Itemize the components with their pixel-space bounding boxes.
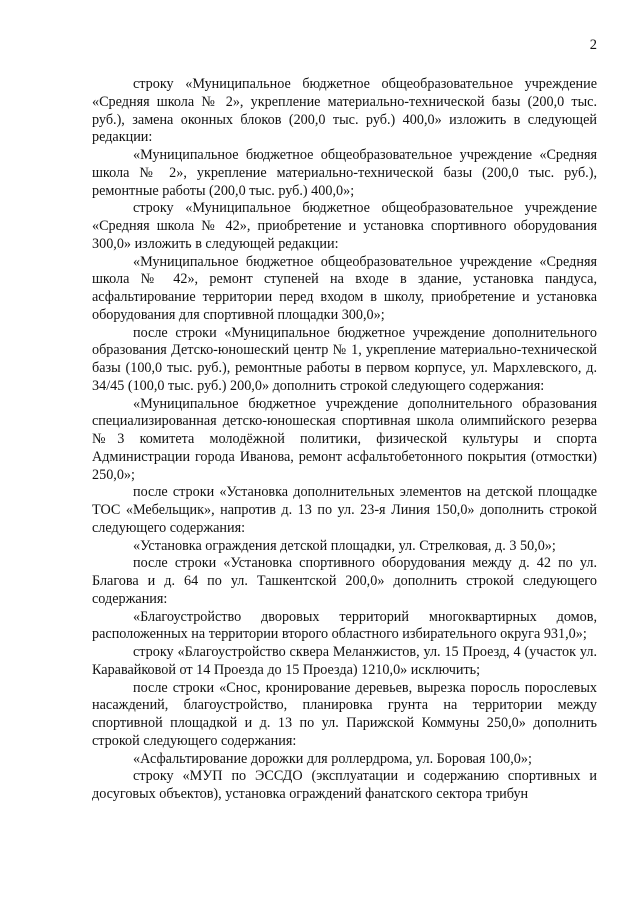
paragraph: после строки «Снос, кронирование деревьев, вырезка поросль порослевых насаждений, благоустройство, планировка грунта на территории между спортивной площадкой и д. 13 по ул. Парижской Коммуны 250,0» дополнить строкой следующего содержания: [92, 679, 597, 749]
paragraph: «Муниципальное бюджетное общеобразовательное учреждение «Средняя школа № 2», укрепление материально-технической базы (200,0 тыс. руб.), ремонтные работы (200,0 тыс. руб.) 400,0»; [92, 147, 597, 199]
paragraph: после строки «Муниципальное бюджетное учреждение дополнительного образования Детско-юношеский центр № 1, укрепление материально-технической базы (100,0 тыс. руб.), ремонтные работы в первом корпусе, ул. Мархлевского, д. 34/45 (100,0 тыс. руб.) 200,0» дополнить строкой следующего содержания: [92, 324, 597, 394]
paragraph: после строки «Установка спортивного оборудования между д. 42 по ул. Благова и д. 64 по ул. Ташкентской 200,0» дополнить строкой следующего содержания: [92, 555, 597, 607]
page-number: 2 [589, 37, 597, 53]
paragraph: «Муниципальное бюджетное общеобразовательное учреждение «Средняя школа № 42», ремонт ступеней на входе в здание, установка пандуса, асфальтирование территории перед входом в школу, приобретение и установка оборудования для спортивной площадки 300,0»; [92, 253, 597, 323]
document-body [92, 76, 597, 804]
paragraph: строку «Муниципальное бюджетное общеобразовательное учреждение «Средняя школа № 42», приобретение и установка спортивного оборудования 300,0» изложить в следующей редакции: [92, 200, 597, 252]
paragraph: «Асфальтирование дорожки для роллердрома, ул. Боровая 100,0»; [133, 750, 532, 767]
paragraph: строку «Муниципальное бюджетное общеобразовательное учреждение «Средняя школа № 2», укрепление материально-технической базы (200,0 тыс. руб.), замена оконных блоков (200,0 тыс. руб.) 400,0» изложить в следующей редакции: [92, 76, 597, 146]
paragraph: строку «Благоустройство сквера Меланжистов, ул. 15 Проезд, 4 (участок ул. Каравайковой от 14 Проезда до 15 Проезда) 1210,0» исключить; [92, 644, 597, 678]
paragraph: после строки «Установка дополнительных элементов на детской площадке ТОС «Мебельщик», напротив д. 13 по ул. 23-я Линия 150,0» дополнить строкой следующего содержания: [92, 484, 597, 536]
paragraph: строку «МУП по ЭССДО (эксплуатации и содержанию спортивных и досуговых объектов), установка ограждений фанатского сектора трибун [92, 768, 597, 802]
paragraph: «Установка ограждения детской площадки, ул. Стрелковая, д. 3 50,0»; [133, 537, 556, 554]
paragraph: «Благоустройство дворовых территорий многоквартирных домов, расположенных на территории второго областного избирательного округа 931,0»; [92, 608, 597, 643]
paragraph: «Муниципальное бюджетное учреждение дополнительного образования специализированная детско-юношеская спортивная школа олимпийского резерва №3 комитета молодёжной политики, физической культуры и спорта Администрации города Иванова, ремонт асфальтобетонного покрытия (отмостки) 250,0»; [92, 395, 597, 483]
